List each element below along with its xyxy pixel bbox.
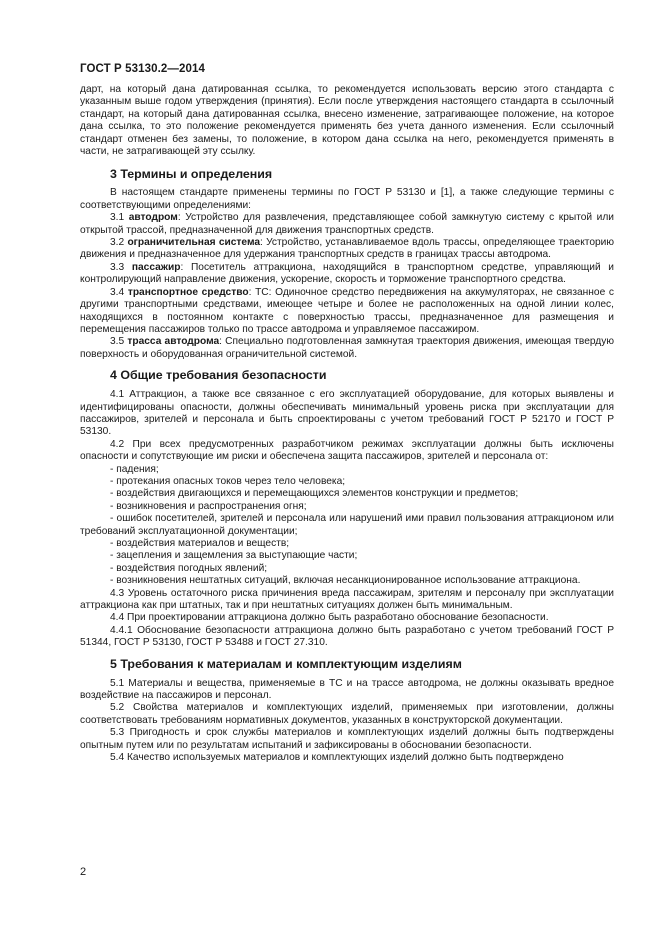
list-item: - возникновения нештатных ситуаций, включая несанкционированное использование аттракциона.: [110, 575, 581, 587]
list-item: - воздействия двигающихся и перемещающихся элементов конструкции и предметов;: [110, 488, 519, 500]
list-item: - падения;: [110, 463, 159, 475]
page-content: [80, 84, 614, 765]
clause-4-4-1: 4.4.1 Обоснование безопасности аттракциона должно быть разработано с учетом требований ГОСТ Р 51344, ГОСТ Р 53130, ГОСТ Р 53488 и ГОСТ 27.310.: [80, 624, 614, 649]
list-item: - ошибок посетителей, зрителей и персонала или нарушений ими правил пользования аттракционом или требований эксплуатационной документации;: [80, 513, 614, 537]
list-item: - протекания опасных токов через тело человека;: [110, 475, 346, 487]
intro-paragraph: дарт, на который дана датированная ссылка, то рекомендуется использовать версию этого стандарта с указанным выше годом утверждения (принятия). Если после утверждения настоящего стандарта в ссылочный стандарт, на который дана датированная ссылка, внесено изменение, затрагивающее положение, на которое дана ссылка, то это положение рекомендуется применять без учета данного изменения. Если ссылочный стандарт отменен без замены, то положение, в котором дана ссылка на него, рекомендуется применять в части, не затрагивающей эту ссылку.: [80, 84, 614, 158]
section-3-title: 3 Термины и определения: [110, 167, 273, 182]
clause-4-1: 4.1 Аттракцион, а также все связанное с его эксплуатацией оборудование, для которых выявлены и идентифицированы опасности, должны обеспечивать минимальный уровень риска при эксплуатации для пассажиров, зрителей и персонала и быть спроектированы с учетом требований ГОСТ Р 52170 и ГОСТ Р 53130.: [80, 389, 614, 438]
term-3-4: 3.4 транспортное средство: ТС: Одиночное средство передвижения на аккумуляторах, не связанное с другими транспортными средствами, имеющее четыре и более не расположенных на одной линии колес, находящихся в постоянном контакте с поверхностью трассы, предназначенное для размещения и перемещения пассажиров только по трассе автодрома и управляемое пассажиром.: [80, 286, 614, 335]
list-item: - возникновения и распространения огня;: [110, 500, 307, 512]
clause-5-4: 5.4 Качество используемых материалов и комплектующих изделий должно быть подтверждено: [110, 752, 564, 764]
list-item: - зацепления и защемления за выступающие части;: [110, 550, 358, 562]
clause-5-1: 5.1 Материалы и вещества, применяемые в ТС и на трассе автодрома, не должны оказывать вредное воздействие на пассажиров и персонал.: [80, 677, 614, 702]
term-3-1: 3.1 автодром: Устройство для развлечения, представляющее собой замкнутую систему с крытой или открытой трассой, предназначенной для движения транспортных средств.: [80, 212, 615, 236]
clause-4-4: 4.4 При проектировании аттракциона должно быть разработано обоснование безопасности.: [110, 612, 549, 624]
section-3-lead: В настоящем стандарте применены термины по ГОСТ Р 53130 и [1], а также следующие термины с соответствующими определениями:: [80, 187, 614, 211]
list-item: - воздействия материалов и веществ;: [110, 538, 290, 549]
term-3-5: 3.5 трасса автодрома: Специально подготовленная замкнутая траектория движения, имеющая твердую поверхность и оборудованная ограничительной системой.: [80, 336, 614, 360]
clause-4-3: 4.3 Уровень остаточного риска причинения вреда пассажирам, зрителям и персоналу при эксплуатации аттракциона как при штатных, так и при нештатных ситуациях должен быть минимальным.: [80, 587, 614, 612]
document-header: ГОСТ Р 53130.2—2014: [80, 63, 205, 75]
section-4-title: 4 Общие требования безопасности: [110, 368, 327, 383]
list-item: - воздействия погодных явлений;: [110, 562, 268, 574]
term-3-3: 3.3 пассажир: Посетитель аттракциона, находящийся в транспортном средстве, управляющий и контролирующий направление движения, ускорение, скорость и торможение транспортного средства.: [80, 261, 614, 286]
clause-5-3: 5.3 Пригодность и срок службы материалов и комплектующих изделий должны быть подтверждены опытным путем или по результатам испытаний и зафиксированы в обосновании безопасности.: [80, 727, 614, 751]
section-5-title: 5 Требования к материалам и комплектующим изделиям: [110, 656, 462, 671]
page-number: 2: [80, 866, 87, 878]
term-3-2: 3.2 ограничительная система: Устройство, устанавливаемое вдоль трассы, определяющее траекторию движения и предназначенное для удержания транспортных средств в границах трассы автодрома.: [80, 237, 614, 261]
clause-4-2: 4.2 При всех предусмотренных разработчиком режимах эксплуатации должны быть исключены опасности и сопутствующие им риски и обеспечена защита пассажиров, зрителей и персонала от:: [80, 438, 614, 463]
clause-5-2: 5.2 Свойства материалов и комплектующих изделий, применяемых при изготовлении, должны соответствовать требованиям нормативных документов, указанных в конструкторской документации.: [80, 702, 614, 726]
